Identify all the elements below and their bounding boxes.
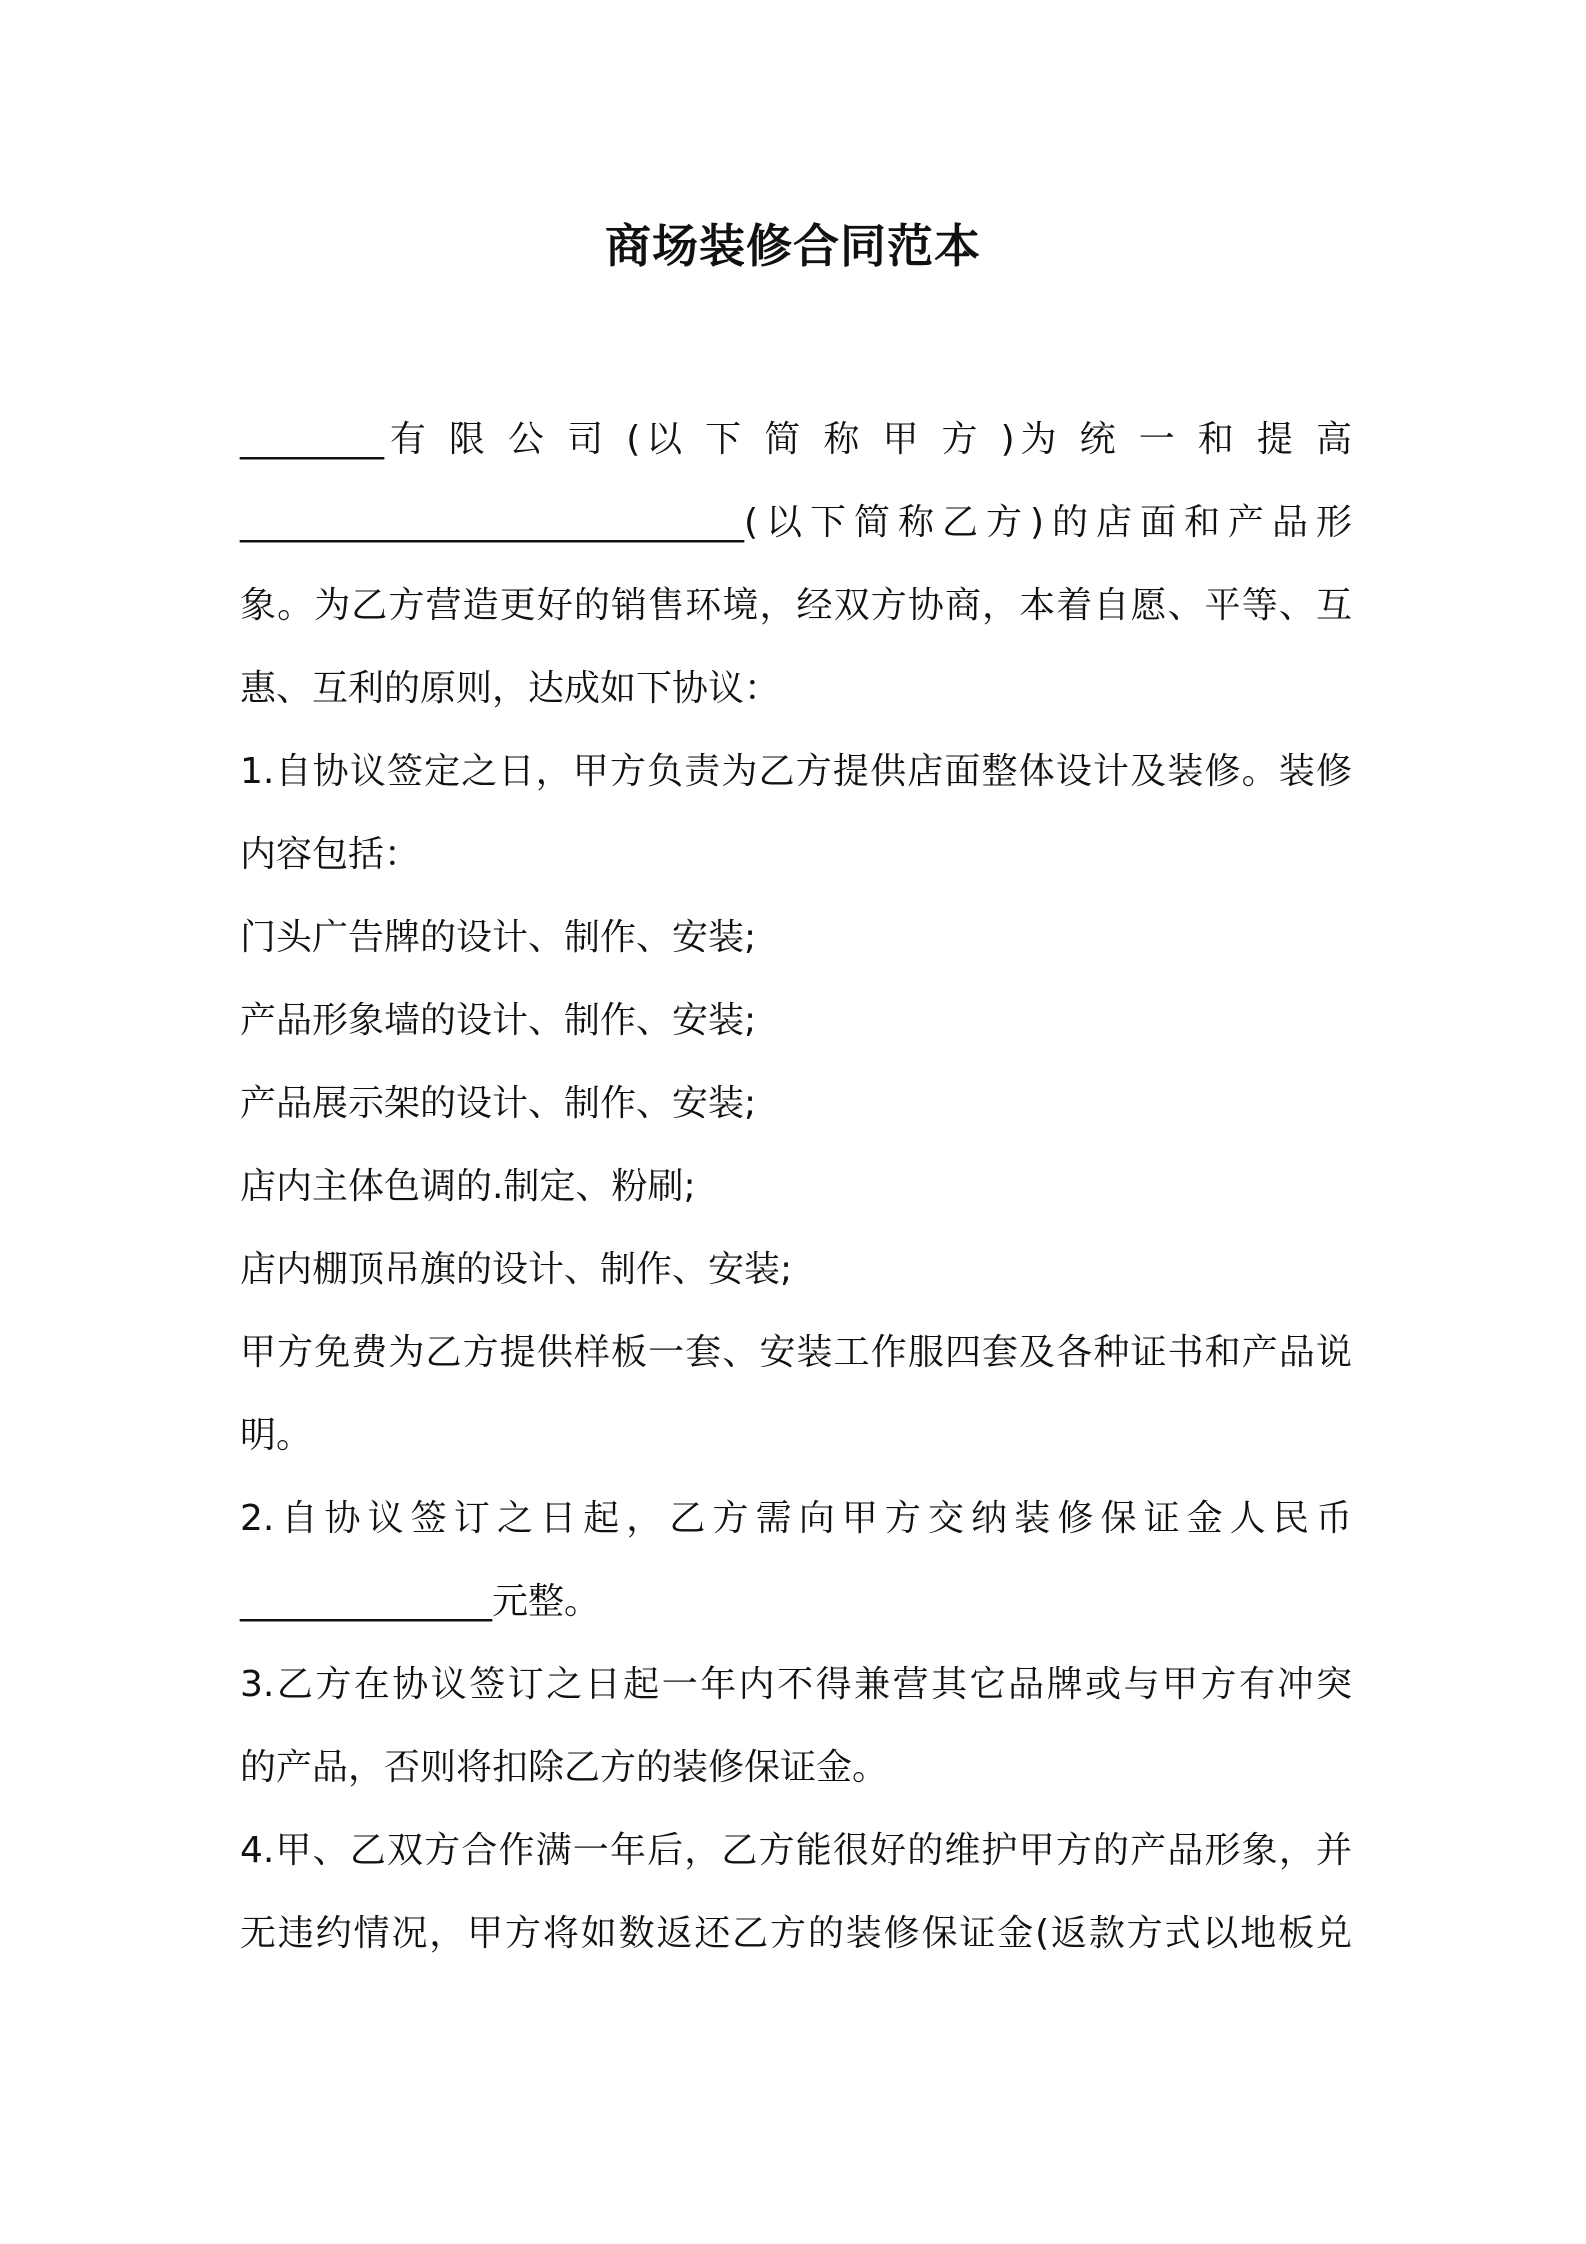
clause-line: ______________元整。 [240, 1581, 601, 1622]
document-body [240, 398, 1352, 1975]
paragraph-line: 象。为乙方营造更好的销售环境，经双方协商，本着自愿、平等、互 [240, 585, 1352, 626]
paragraph-line: 甲方免费为乙方提供样板一套、安装工作服四套及各种证书和产品说 [240, 1332, 1352, 1373]
clause-line: 内容包括： [240, 834, 421, 875]
paragraph-line: ____________________________(以下简称乙方)的店面和产品形 [240, 502, 1352, 543]
clause-line: 的产品，否则将扣除乙方的装修保证金。 [240, 1747, 889, 1788]
clause-line: 无违约情况，甲方将如数返还乙方的装修保证金(返款方式以地板兑 [240, 1913, 1352, 1954]
list-item: 店内主体色调的.制定、粉刷; [240, 1166, 696, 1207]
list-item: 店内棚顶吊旗的设计、制作、安装; [240, 1249, 793, 1290]
paragraph-line: 惠、互利的原则，达成如下协议： [240, 668, 781, 709]
list-item: 门头广告牌的设计、制作、安装; [240, 917, 757, 958]
clause-line: 3.乙方在协议签订之日起一年内不得兼营其它品牌或与甲方有冲突 [240, 1664, 1352, 1705]
clause-line: 4.甲、乙双方合作满一年后，乙方能很好的维护甲方的产品形象，并 [240, 1830, 1352, 1871]
paragraph-line: ________有 限 公 司 (以 下 简 称 甲 方 )为 统 一 和 提 高 [240, 419, 1352, 460]
paragraph-line: 明。 [240, 1415, 313, 1456]
clause-line: 2.自协议签订之日起，乙方需向甲方交纳装修保证金人民币 [240, 1498, 1352, 1539]
clause-line: 1.自协议签定之日，甲方负责为乙方提供店面整体设计及装修。装修 [240, 751, 1352, 792]
list-item: 产品展示架的设计、制作、安装; [240, 1083, 757, 1124]
document-title: 商场装修合同范本 [605, 219, 981, 273]
list-item: 产品形象墙的设计、制作、安装; [240, 1000, 757, 1041]
